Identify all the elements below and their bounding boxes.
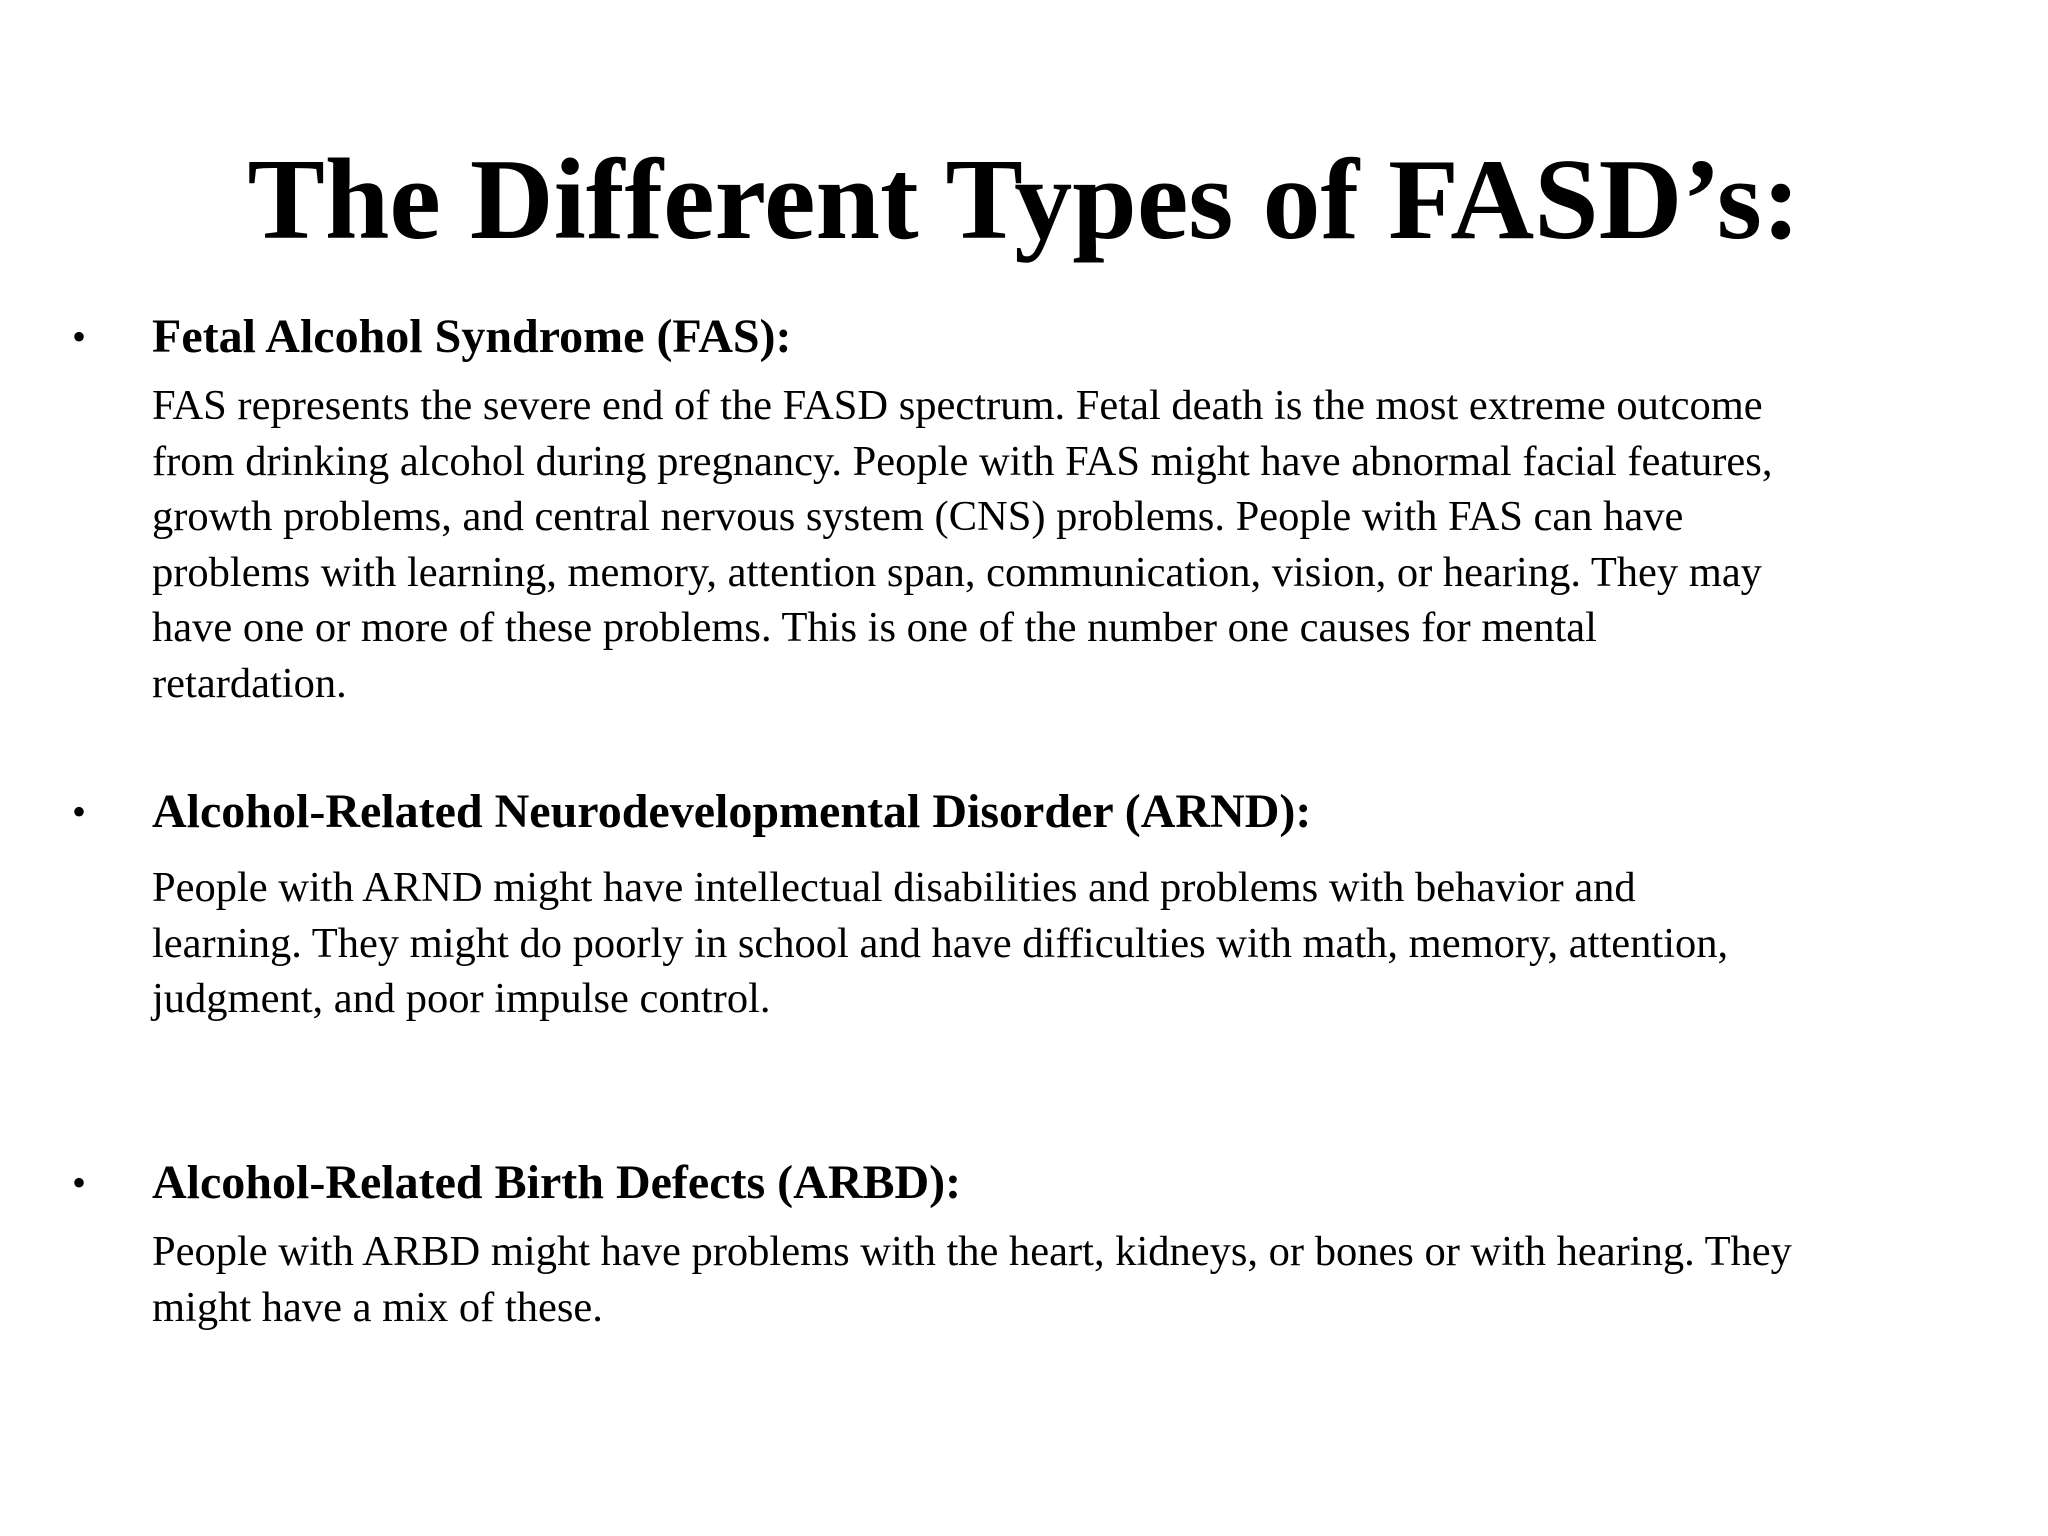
section-body <box>152 378 1952 711</box>
section-heading: Alcohol-Related Birth Defects (ARBD): <box>152 1156 962 1209</box>
body-line: People with ARND might have intellectual disabilities and problems with behavior and <box>152 864 1636 911</box>
bullet-icon: • <box>72 789 87 834</box>
section-body <box>152 860 1952 1027</box>
body-line: growth problems, and central nervous system (CNS) problems. People with FAS can have <box>152 493 1684 540</box>
body-line: might have a mix of these. <box>152 1283 603 1331</box>
body-line: from drinking alcohol during pregnancy. People with FAS might have abnormal facial features, <box>152 437 1773 485</box>
body-line: FAS represents the severe end of the FASD spectrum. Fetal death is the most extreme outcome <box>152 382 1763 429</box>
section-heading: Alcohol-Related Neurodevelopmental Disorder (ARND): <box>152 785 1312 838</box>
section-body <box>152 1224 1952 1335</box>
body-line: People with ARBD might have problems with the heart, kidneys, or bones or with hearing. They <box>152 1228 1792 1275</box>
body-line: problems with learning, memory, attention span, communication, vision, or hearing. They may <box>152 548 1762 596</box>
body-line: learning. They might do poorly in school and have difficulties with math, memory, attention, <box>152 919 1729 967</box>
slide-title: The Different Types of FASD’s: <box>247 136 1801 264</box>
section-heading: Fetal Alcohol Syndrome (FAS): <box>152 310 792 363</box>
bullet-icon: • <box>72 1160 87 1205</box>
body-line: judgment, and poor impulse control. <box>152 975 771 1022</box>
body-line: have one or more of these problems. This is one of the number one causes for mental <box>152 604 1597 651</box>
body-line: retardation. <box>152 659 347 707</box>
bullet-icon: • <box>72 314 87 359</box>
